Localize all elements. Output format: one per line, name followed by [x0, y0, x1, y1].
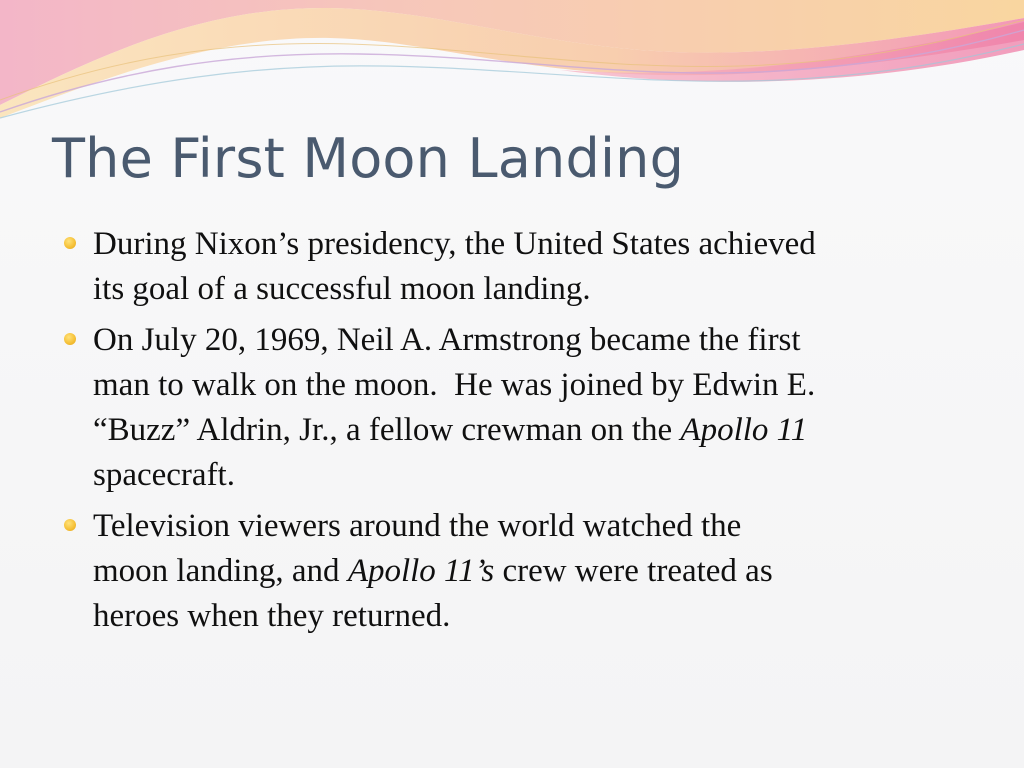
bullet-item-1	[62, 222, 962, 312]
bullet-2-line-3	[93, 408, 962, 453]
bullet-3-line-2-prefix: moon landing, and	[93, 553, 348, 589]
spacecraft-possessive-italic: Apollo 11’s	[347, 553, 495, 589]
bullet-3-line-2-suffix: crew were treated as	[494, 553, 773, 589]
bullet-item-2	[62, 318, 962, 498]
bullet-3-line-2	[93, 549, 962, 594]
bullet-3-line-3: heroes when they returned.	[93, 598, 451, 634]
slide-title: The First Moon Landing	[52, 127, 685, 190]
decorative-wave-banner	[0, 0, 1024, 130]
bullet-3-line-1: Television viewers around the world watched the	[93, 508, 742, 544]
bullet-2-line-4: spacecraft.	[93, 457, 235, 493]
bullet-1-line-2: its goal of a successful moon landing.	[93, 271, 591, 307]
bullet-dot-icon	[64, 519, 76, 531]
bullet-list	[62, 222, 962, 645]
bullet-item-3	[62, 504, 962, 639]
bullet-2-line-1: On July 20, 1969, Neil A. Armstrong became the first	[93, 322, 801, 358]
bullet-2-line-2: man to walk on the moon. He was joined by Edwin E.	[93, 367, 816, 403]
bullet-1-line-1: During Nixon’s presidency, the United States achieved	[93, 226, 816, 262]
bullet-dot-icon	[64, 333, 76, 345]
bullet-dot-icon	[64, 237, 76, 249]
bullet-2-line-3-text: “Buzz” Aldrin, Jr., a fellow crewman on the	[93, 412, 681, 448]
spacecraft-name-italic: Apollo 11	[680, 412, 808, 448]
